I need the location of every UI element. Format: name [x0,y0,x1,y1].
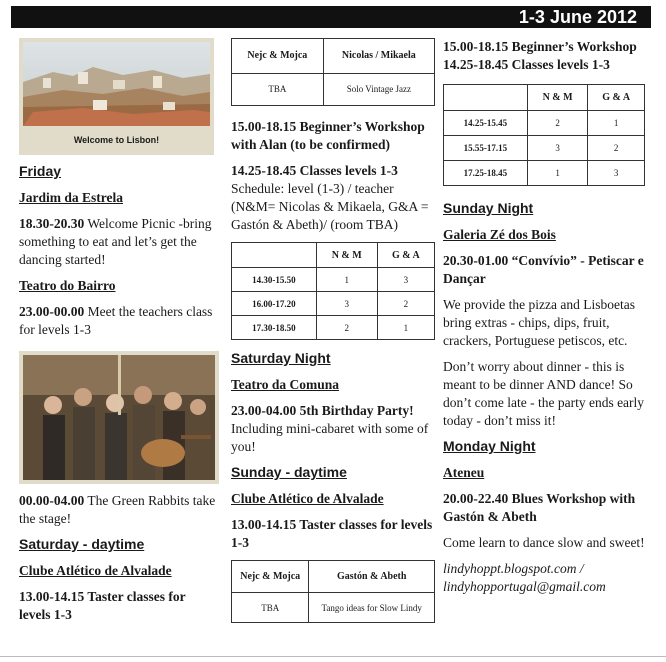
table-cell: Tango ideas for Slow Lindy [309,593,435,623]
sunday-daytime-heading: Sunday - daytime [231,464,347,480]
venue-galeria: Galeria Zé dos Bois [443,227,556,242]
table-header: Gastón & Abeth [309,561,435,593]
birthday-title: 23.00-04.00 5th Birthday Party! [231,403,414,418]
beginner-workshop-sat: 15.00-18.15 Beginner’s Workshop with Alan (to be confirmed) [231,119,425,152]
venue-clube-sat: Clube Atlético de Alvalade [19,563,172,578]
table-header: N & M [316,243,377,268]
column-right [443,38,648,596]
table-cell: 2 [588,136,645,161]
venue-comuna: Teatro da Comuna [231,377,340,392]
lisbon-cityscape-image [23,42,210,126]
table-header: G & A [377,243,434,268]
convivio-time: 20.30-01.00 [443,253,509,268]
table-cell: 1 [527,161,587,186]
saturday-night-heading: Saturday Night [231,350,331,366]
schedule-table-sat [231,242,435,340]
table-cell: 16.00-17.20 [232,292,317,316]
table-row [444,161,645,186]
table-cell: 2 [377,292,434,316]
lisbon-photo [19,38,214,155]
table-cell: TBA [232,73,324,105]
monday-night-heading: Monday Night [443,438,536,454]
teachers-table-bottom [231,560,435,623]
classes-sun: 14.25-18.45 Classes levels 1-3 [443,57,610,72]
come-learn-text: Come learn to dance slow and sweet! [443,535,645,550]
email-address[interactable]: lindyhopportugal@gmail.com [443,579,606,594]
dinner-text: Don’t worry about dinner - this is meant to be dinner AND dance! So don’t come late - the party ends early today - don’t miss it! [443,359,645,428]
venue-jardim: Jardim da Estrela [19,190,123,205]
pizza-text: We provide the pizza and Lisboetas bring extras - chips, dips, fruit, crackers, Portuguese petiscos, etc. [443,297,635,348]
green-rabbits-band-image [23,355,215,480]
table-cell: TBA [232,593,309,623]
beginner-workshop-sun: 15.00-18.15 Beginner’s Workshop [443,39,637,54]
rabbits-entry [19,492,219,528]
convivio-entry [443,252,648,288]
column-middle [231,38,436,623]
picnic-text: Welcome Picnic -bring something to eat and let’s get the dancing started! [19,216,212,267]
table-header [232,243,317,268]
lisbon-caption: Welcome to Lisbon! [73,135,160,145]
teachers-text: Meet the teachers class for levels 1-3 [19,304,213,337]
venue-clube-sun: Clube Atlético de Alvalade [231,491,384,506]
classes-schedule: Schedule: level (1-3) / teacher (N&M= Nicolas & Mikaela, G&A = Gastón & Abeth)/ (room TBA) [231,181,429,232]
rabbits-text: The Green Rabbits take the stage! [19,493,216,526]
venue-teatro-bairro: Teatro do Bairro [19,278,116,293]
venue-ateneu: Ateneu [443,465,485,480]
taster-sun: 13.00-14.15 Taster classes for levels 1-3 [231,517,433,550]
picnic-time: 18.30-20.30 [19,216,85,231]
convivio-text: “Convívio” - Petiscar e Dançar [443,253,644,286]
blog-url[interactable]: lindyhoppt.blogspot.com / [443,561,584,576]
saturday-daytime-heading: Saturday - daytime [19,536,145,552]
table-cell: 2 [527,111,587,136]
bottom-divider [0,656,666,657]
table-cell: 15.55-17.15 [444,136,528,161]
birthday-text: Including mini-cabaret with some of you! [231,421,429,454]
teachers-table-top [231,38,435,106]
table-cell: 3 [377,268,434,292]
table-cell: 3 [588,161,645,186]
column-left [19,38,219,632]
schedule-table-sun [443,84,645,186]
table-cell: 17.30-18.50 [232,316,317,340]
table-header: Nicolas / Mikaela [323,39,434,74]
table-row [444,111,645,136]
birthday-entry [231,402,436,456]
table-cell: 17.25-18.45 [444,161,528,186]
table-header [444,85,528,111]
header-bar [11,6,651,28]
table-cell: 2 [316,316,377,340]
table-cell: 1 [377,316,434,340]
taster-sat: 13.00-14.15 Taster classes for levels 1-3 [19,589,186,622]
table-header: Nejc & Mojca [232,561,309,593]
table-header: N & M [527,85,587,111]
picnic-entry [19,215,219,269]
rabbits-time: 00.00-04.00 [19,493,85,508]
table-cell: 14.30-15.50 [232,268,317,292]
teachers-time: 23.00-00.00 [19,304,85,319]
blog-link[interactable] [443,560,648,596]
classes-entry [231,162,436,234]
table-row [232,292,435,316]
table-row [444,136,645,161]
table-header: Nejc & Mojca [232,39,324,74]
classes-title: 14.25-18.45 Classes levels 1-3 [231,163,398,178]
table-cell: 14.25-15.45 [444,111,528,136]
table-row [232,268,435,292]
band-photo [19,351,219,484]
table-cell: 1 [588,111,645,136]
blues-workshop: 20.00-22.40 Blues Workshop with Gastón & Abeth [443,491,636,524]
event-date: 1-3 June 2012 [518,7,637,27]
table-cell: 3 [316,292,377,316]
table-cell: Solo Vintage Jazz [323,73,434,105]
table-row [232,316,435,340]
friday-heading: Friday [19,163,62,179]
table-header: G & A [588,85,645,111]
teachers-entry [19,303,219,339]
table-cell: 1 [316,268,377,292]
sunday-night-heading: Sunday Night [443,200,534,216]
table-cell: 3 [527,136,587,161]
